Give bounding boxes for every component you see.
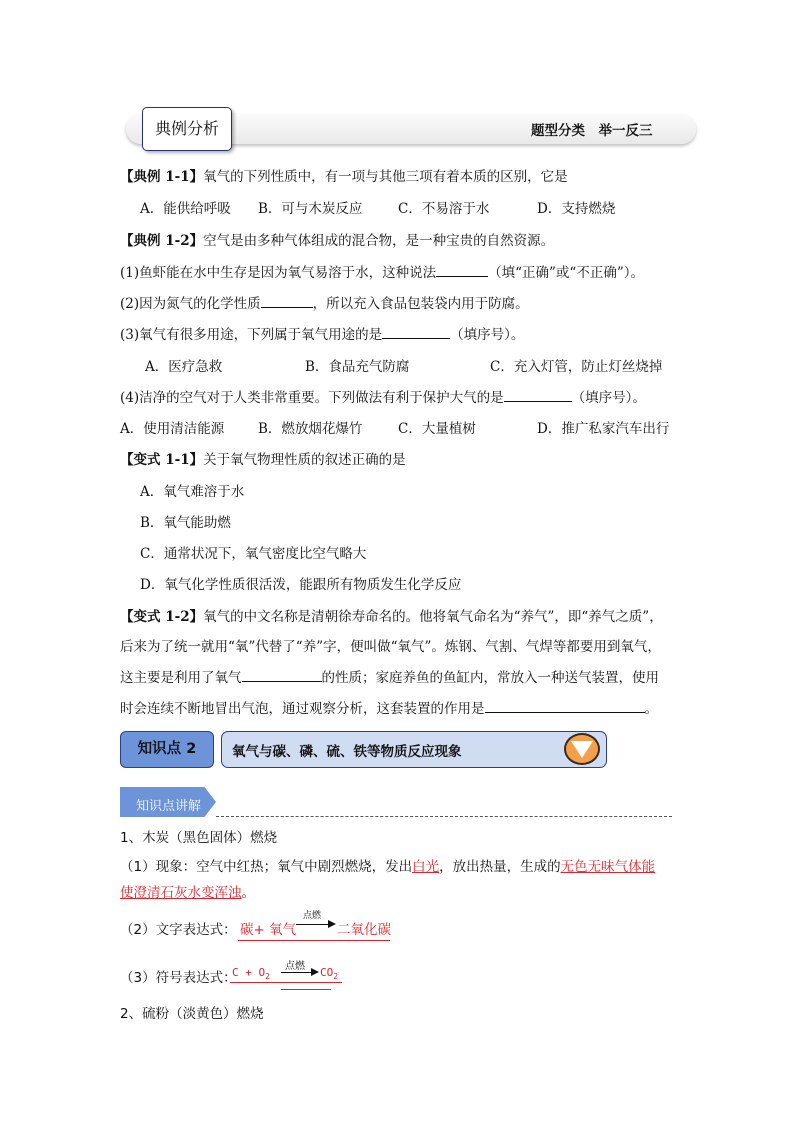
section-subtitle: 题型分类 举一反三 (531, 123, 653, 139)
variant-text: 的性质；家庭养鱼的鱼缸内，常放入一种送气装置，使用 (321, 670, 659, 686)
knowledge-point-label: 知识点 2 (120, 731, 214, 768)
section-tag: 典例分析 (142, 107, 232, 151)
question-text: （填序号）。 (571, 390, 646, 406)
option: C．充入灯管，防止灯丝烧掉 (490, 359, 663, 375)
answer-underline (238, 940, 390, 941)
arrow-head-icon (328, 920, 336, 928)
answer-blank[interactable] (504, 388, 572, 402)
variant-text-line3 (120, 666, 659, 686)
option: B．氧气能助燃 (140, 515, 231, 531)
phenomenon-text: 。 (241, 885, 255, 901)
phenomenon-line1 (120, 855, 655, 875)
explanation-tab-label: 知识点讲解 (136, 799, 202, 814)
variant-text: 。 (644, 701, 658, 717)
option: D．氧气化学性质很活泼，能跟所有物质发生化学反应 (140, 577, 462, 593)
answer-blank[interactable] (261, 294, 313, 308)
variant-1-1 (120, 448, 406, 468)
variant-question: 关于氧气物理性质的叙述正确的是 (203, 452, 406, 468)
question-text: （填序号）。 (450, 327, 525, 343)
example-intro: 空气是由多种气体组成的混合物，是一种宝贵的自然资源。 (203, 233, 555, 249)
reaction-arrow (281, 972, 313, 973)
option: B．可与木炭反应 (258, 201, 363, 217)
phenomenon-text: ，放出热量，生成的 (439, 859, 561, 875)
example-label: 【典例 1-1】 (120, 169, 204, 185)
dashed-divider (216, 816, 672, 817)
reaction-arrow (296, 924, 330, 925)
variant-text: 后来为了统一就用“氧”代替了“养”字，便叫做“氧气”。炼钢、气割、气焊等都要用到氧气， (120, 639, 661, 655)
option: C．通常状况下，氧气密度比空气略大 (140, 546, 367, 562)
option: C．不易溶于水 (398, 201, 490, 217)
item-heading: 2、硫粉（淡黄色）燃烧 (120, 1006, 264, 1022)
option: C．大量植树 (398, 421, 476, 437)
option: D．支持燃烧 (537, 201, 616, 217)
word-equation-left: 碳+ 氧气 (240, 922, 297, 938)
arrow-head-icon (311, 968, 319, 976)
phenomenon-text: （1）现象：空气中红热；氧气中剧烈燃烧，发出 (120, 859, 413, 875)
highlight-text: 无色无味气体能 (560, 859, 656, 875)
answer-blank[interactable] (242, 668, 322, 682)
knowledge-point-title: 氧气与碳、磷、硫、铁等物质反应现象 (232, 744, 462, 760)
formula-subscript: 2 (265, 972, 270, 982)
highlight-text: 白光 (412, 859, 440, 875)
formula-subscript: 2 (333, 972, 339, 982)
variant-label: 【变式 1-1】 (120, 452, 204, 468)
answer-blank[interactable] (382, 325, 450, 339)
question-4 (120, 386, 646, 406)
symbol-equation-label: （3）符号表达式： (120, 970, 237, 986)
answer-underline (281, 989, 331, 990)
highlight-text: 使澄清石灰水变浑浊 (120, 885, 242, 901)
question-text: (2)因为氮气的化学性质 (120, 296, 261, 312)
symbol-equation-left (232, 966, 270, 981)
question-text: (4)洁净的空气对于人类非常重要。下列做法有利于保护大气的是 (120, 390, 504, 406)
option: A．使用清洁能源 (120, 421, 225, 437)
variant-1-2 (120, 605, 663, 625)
word-equation-right: 二氧化碳 (337, 922, 391, 938)
item-heading: 1、木炭（黑色固体）燃烧 (120, 830, 278, 846)
answer-blank[interactable] (485, 699, 645, 713)
question-3 (120, 323, 524, 343)
variant-text: 时会连续不断地冒出气泡，通过观察分析，这套装置的作用是 (120, 701, 485, 717)
option: A．能供给呼吸 (140, 201, 231, 217)
option: B．食品充气防腐 (305, 359, 410, 375)
option: D．推广私家汽车出行 (537, 421, 670, 437)
reaction-condition: 点燃 (303, 911, 322, 921)
question-text: （填“正确”或“不正确”）。 (488, 265, 644, 281)
phenomenon-line2 (120, 881, 255, 901)
answer-underline (230, 982, 342, 983)
example-label: 【典例 1-2】 (120, 233, 204, 249)
example-1-1 (120, 165, 568, 185)
option: A．医疗急救 (145, 359, 223, 375)
variant-label: 【变式 1-2】 (120, 609, 204, 625)
answer-blank[interactable] (436, 263, 488, 277)
question-text: (3)氧气有很多用途，下列属于氧气用途的是 (120, 327, 383, 343)
formula-text: C + O (232, 966, 266, 979)
variant-text: 这主要是利用了氧气 (120, 670, 242, 686)
question-text: ，所以充入食品包装袋内用于防腐。 (312, 296, 529, 312)
down-triangle-icon (571, 741, 593, 758)
question-text: (1)鱼虾能在水中生存是因为氧气易溶于水，这种说法 (120, 265, 437, 281)
example-1-2 (120, 229, 554, 249)
reaction-condition: 点燃 (285, 961, 305, 972)
option: A．氧气难溶于水 (140, 484, 245, 500)
question-1 (120, 261, 644, 281)
example-question: 氧气的下列性质中，有一项与其他三项有着本质的区别，它是 (203, 169, 568, 185)
option: B．燃放烟花爆竹 (258, 421, 363, 437)
formula-text: CO (320, 966, 334, 979)
symbol-equation-right (320, 966, 338, 981)
variant-text: 氧气的中文名称是清朝徐寿命名的。他将氧气命名为“养气”，即“养气之质”， (203, 609, 663, 625)
word-equation-label: （2）文字表达式： (120, 922, 237, 938)
question-2 (120, 292, 529, 312)
variant-text-line4 (120, 697, 658, 717)
